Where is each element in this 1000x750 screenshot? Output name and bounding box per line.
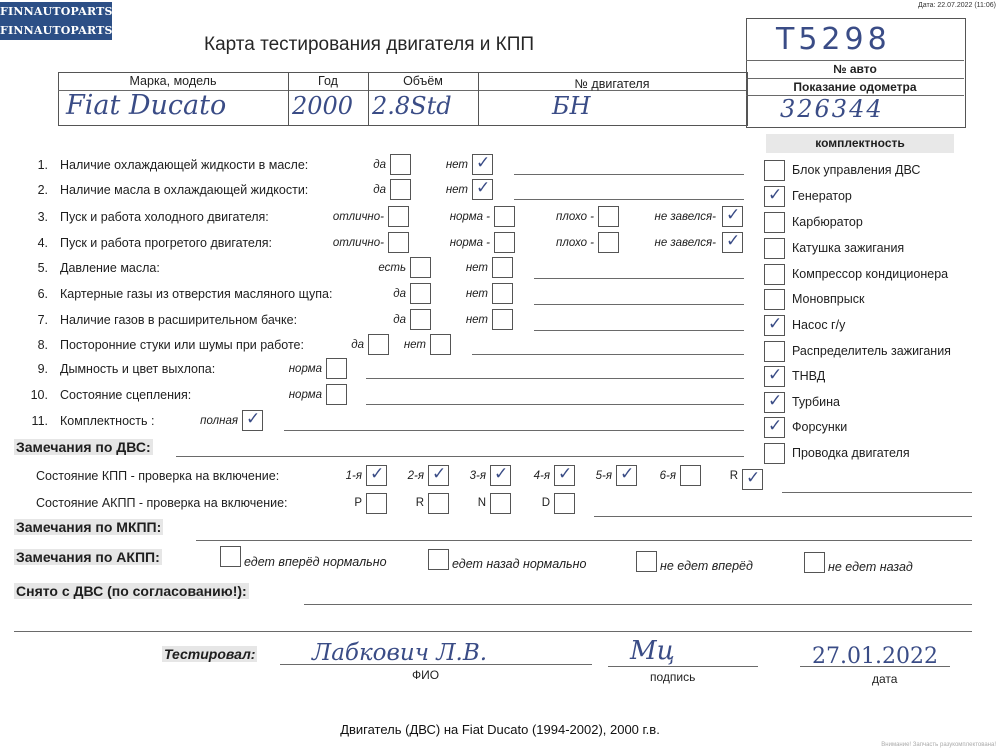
akpp-opt-label: не едет назад (828, 560, 913, 574)
opt-da: да (393, 288, 406, 300)
row8-da-checkbox[interactable] (368, 334, 389, 355)
row-text: Пуск и работа холодного двигателя: (60, 210, 269, 224)
gear-label: 1-я (345, 470, 362, 482)
row5-no-checkbox[interactable] (492, 257, 513, 278)
komplekt-label: Форсунки (792, 420, 848, 434)
removed-label: Снято с ДВС (по согласованию!): (16, 583, 247, 599)
gear-label: 2-я (407, 470, 424, 482)
row7-net-checkbox[interactable] (492, 309, 513, 330)
opt-net: нет (445, 184, 468, 196)
gear4-checkbox[interactable] (554, 465, 575, 486)
row4-bad-checkbox[interactable] (598, 232, 619, 253)
gear-label: 6-я (659, 470, 676, 482)
row-num: 3. (37, 210, 48, 224)
opt-norma: норма - (449, 237, 490, 249)
komplekt-injectors-checkbox[interactable] (764, 417, 785, 438)
gear-label: R (729, 470, 738, 482)
akpp-mode-label: R (415, 497, 424, 509)
row-num: 10. (30, 388, 48, 402)
col-make-model: Марка, модель (129, 74, 217, 88)
row-num: 4. (37, 236, 48, 250)
komplekt-carburetor-checkbox[interactable] (764, 212, 785, 233)
row-text: Комплектность : (60, 414, 155, 428)
make-model-value: Fiat Ducato (66, 90, 227, 121)
year-value: 2000 (292, 92, 354, 120)
akpp-no-backward-checkbox[interactable] (804, 552, 825, 573)
car-number-label: № авто (833, 62, 877, 76)
opt-est: есть (378, 262, 406, 274)
row-text: Посторонние стуки или шумы при работе: (60, 338, 304, 352)
print-date: Дата: 22.07.2022 (11:06) (917, 2, 996, 9)
akpp-opt-label: не едет вперёд (660, 559, 753, 573)
komplekt-ecu-checkbox[interactable] (764, 160, 785, 181)
komplekt-label: Турбина (792, 395, 840, 409)
gear-label: 3-я (469, 470, 486, 482)
row-num: 8. (37, 338, 48, 352)
row-text: Состояние сцепления: (60, 388, 192, 402)
komplekt-label: Компрессор кондиционера (792, 267, 949, 281)
komplekt-label: Насос г/у (792, 318, 846, 332)
row11-full-checkbox[interactable] (242, 410, 263, 431)
row3-excellent-checkbox[interactable] (388, 206, 409, 227)
row-num: 9. (37, 362, 48, 376)
komplekt-ac-compressor-checkbox[interactable] (764, 264, 785, 285)
gear-label: 4-я (533, 470, 550, 482)
opt-da: да (373, 184, 386, 196)
opt-ploho: плохо - (556, 237, 594, 249)
komplekt-distributor-checkbox[interactable] (764, 341, 785, 362)
signature-handwritten: Мц (630, 636, 675, 666)
engine-number-value: БН (552, 92, 591, 120)
komplekt-monoinjection-checkbox[interactable] (764, 289, 785, 310)
row-num: 6. (37, 287, 48, 301)
komplekt-wiring-checkbox[interactable] (764, 443, 785, 464)
akpp-no-forward-checkbox[interactable] (636, 551, 657, 572)
gear3-checkbox[interactable] (490, 465, 511, 486)
row3-bad-checkbox[interactable] (598, 206, 619, 227)
row-num: 11. (31, 414, 48, 428)
komplekt-alternator-checkbox[interactable] (764, 186, 785, 207)
form-title: Карта тестирования двигателя и КПП (204, 34, 535, 55)
opt-net: нет (445, 159, 468, 171)
gear-r-checkbox[interactable] (742, 469, 763, 490)
gear-label: 5-я (595, 470, 612, 482)
opt-otlichno: отлично- (332, 237, 384, 249)
row2-da-checkbox[interactable] (390, 179, 411, 200)
opt-net: нет (465, 262, 488, 274)
akpp-p-checkbox[interactable] (366, 493, 387, 514)
akpp-mode-label: P (354, 497, 362, 509)
row-text: Давление масла: (60, 261, 160, 275)
kpp-check-label: Состояние КПП - проверка на включение: (36, 469, 280, 483)
tested-by-label: Тестировал: (164, 646, 256, 662)
opt-net: нет (465, 314, 488, 326)
opt-da: да (373, 159, 386, 171)
opt-norma: норма (288, 389, 322, 401)
komplekt-label: Распределитель зажигания (792, 344, 951, 358)
akpp-check-label: Состояние АКПП - проверка на включение: (36, 496, 288, 510)
opt-ne-zavelsya: не завелся- (654, 211, 716, 223)
signature-label: подпись (650, 670, 696, 684)
opt-ploho: плохо - (556, 211, 594, 223)
row3-normal-checkbox[interactable] (494, 206, 515, 227)
komplekt-label: Блок управления ДВС (792, 163, 921, 177)
row-text: Наличие охлаждающей жидкости в масле: (60, 158, 309, 172)
brand-logo-secondary: FINNAUTOPARTS (0, 21, 112, 40)
komplekt-ignition-coil-checkbox[interactable] (764, 238, 785, 259)
opt-da: да (351, 339, 364, 351)
row1-net-checkbox[interactable] (472, 154, 493, 175)
row-text: Картерные газы из отверстия масляного щупа: (60, 287, 333, 301)
opt-net: нет (465, 288, 488, 300)
akpp-d-checkbox[interactable] (554, 493, 575, 514)
row-num: 5. (37, 261, 48, 275)
row7-da-checkbox[interactable] (410, 309, 431, 330)
row5-yes-checkbox[interactable] (410, 257, 431, 278)
row10-normal-checkbox[interactable] (326, 384, 347, 405)
komplekt-label: Катушка зажигания (792, 241, 905, 255)
row6-net-checkbox[interactable] (492, 283, 513, 304)
remarks-mkpp-label: Замечания по МКПП: (16, 519, 162, 535)
odometer-label: Показание одометра (793, 80, 917, 94)
row8-net-checkbox[interactable] (430, 334, 451, 355)
row4-normal-checkbox[interactable] (494, 232, 515, 253)
gear2-checkbox[interactable] (428, 465, 449, 486)
row2-net-checkbox[interactable] (472, 179, 493, 200)
row6-da-checkbox[interactable] (410, 283, 431, 304)
row-text: Пуск и работа прогретого двигателя: (60, 236, 272, 250)
gear6-checkbox[interactable] (680, 465, 701, 486)
komplekt-label: Проводка двигателя (792, 446, 910, 460)
opt-otlichno: отлично- (332, 211, 384, 223)
row-num: 2. (37, 183, 48, 197)
komplekt-label: ТНВД (792, 369, 826, 383)
disclaimer-text: Внимание! Запчасть разукомплектована! (881, 742, 996, 748)
opt-da: да (393, 314, 406, 326)
row4-excellent-checkbox[interactable] (388, 232, 409, 253)
row3-no-start-checkbox[interactable] (722, 206, 743, 227)
opt-norma: норма (288, 363, 322, 375)
row-text: Наличие газов в расширительном бачке: (60, 313, 298, 327)
akpp-mode-label: D (541, 497, 550, 509)
opt-ne-zavelsya: не завелся- (654, 237, 716, 249)
remarks-akpp-label: Замечания по АКПП: (16, 549, 160, 565)
komplekt-label: Карбюратор (792, 215, 863, 229)
row4-no-start-checkbox[interactable] (722, 232, 743, 253)
odometer-handwritten: 326344 (780, 95, 884, 123)
brand-logo: FINNAUTOPARTS (0, 2, 112, 21)
opt-norma: норма - (449, 211, 490, 223)
volume-value: 2.8Std (372, 92, 452, 120)
opt-net: нет (403, 339, 426, 351)
fio-label: ФИО (412, 668, 440, 682)
akpp-backward-normal-checkbox[interactable] (428, 549, 449, 570)
photo-caption: Двигатель (ДВС) на Fiat Ducato (1994-2002), 2000 г.в. (340, 722, 660, 737)
row-text: Наличие масла в охлаждающей жидкости: (60, 183, 309, 197)
opt-polnaya: полная (200, 415, 238, 427)
akpp-opt-label: едет назад нормально (452, 557, 587, 571)
akpp-opt-label: едет вперёд нормально (244, 555, 387, 569)
col-volume: Объём (403, 74, 443, 88)
remarks-dvs-label: Замечания по ДВС: (16, 439, 151, 455)
row-text: Дымность и цвет выхлопа: (60, 362, 216, 376)
komplekt-title: комплектность (766, 134, 954, 153)
row-num: 7. (37, 313, 48, 327)
akpp-r-checkbox[interactable] (428, 493, 449, 514)
row9-normal-checkbox[interactable] (326, 358, 347, 379)
komplekt-turbo-checkbox[interactable] (764, 392, 785, 413)
komplekt-injection-pump-checkbox[interactable] (764, 366, 785, 387)
tester-name-handwritten: Лабкович Л.В. (312, 640, 488, 666)
akpp-n-checkbox[interactable] (490, 493, 511, 514)
akpp-forward-normal-checkbox[interactable] (220, 546, 241, 567)
car-number-handwritten: T5298 (776, 22, 891, 57)
gear1-checkbox[interactable] (366, 465, 387, 486)
date-label: дата (872, 672, 898, 686)
row1-da-checkbox[interactable] (390, 154, 411, 175)
komplekt-label: Моновпрыск (792, 292, 865, 306)
row-num: 1. (37, 158, 48, 172)
date-handwritten: 27.01.2022 (812, 644, 938, 669)
komplekt-ps-pump-checkbox[interactable] (764, 315, 785, 336)
col-engine-number: № двигателя (574, 77, 650, 91)
akpp-mode-label: N (477, 497, 486, 509)
col-year: Год (318, 74, 338, 88)
komplekt-label: Генератор (792, 189, 852, 203)
gear5-checkbox[interactable] (616, 465, 637, 486)
